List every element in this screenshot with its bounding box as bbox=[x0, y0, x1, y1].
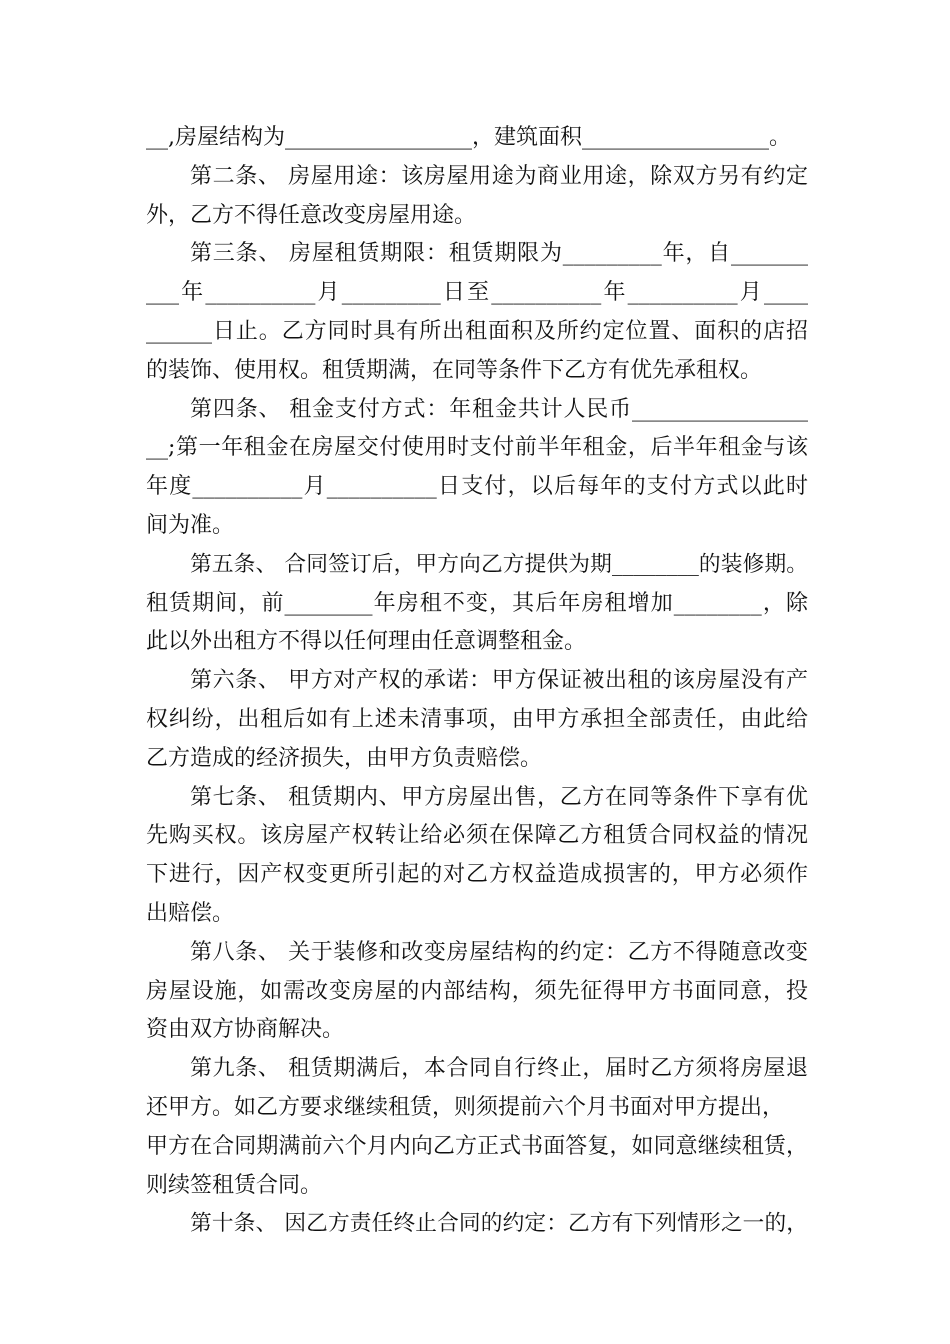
text-line: 外，乙方不得任意改变房屋用途。 bbox=[146, 202, 477, 228]
text-line: 下进行，因产权变更所引起的对乙方权益造成损害的，甲方必须作 bbox=[146, 862, 808, 888]
text-line: 间为准。 bbox=[146, 512, 235, 538]
clause-first-line: 第八条、 关于装修和改变房屋结构的约定：乙方不得随意改变 bbox=[190, 939, 808, 965]
clause-first-line: 第十条、 因乙方责任终止合同的约定：乙方有下列情形之一的， bbox=[190, 1211, 808, 1237]
clause-first-line: 第三条、 房屋租赁期限：租赁期限为_________年，自_______ bbox=[190, 241, 808, 267]
text-line: 甲方在合同期满前六个月内向乙方正式书面答复，如同意继续租赁， bbox=[146, 1133, 808, 1159]
text-line: 年度__________月__________日支付，以后每年的支付方式以此时 bbox=[146, 474, 808, 500]
text-line: 房屋设施，如需改变房屋的内部结构，须先征得甲方书面同意，投 bbox=[146, 978, 808, 1004]
clause-first-line: 第二条、 房屋用途：该房屋用途为商业用途，除双方另有约定 bbox=[190, 163, 808, 189]
text-line: 租赁期间，前________年房租不变，其后年房租增加________，除 bbox=[146, 590, 808, 616]
text-line: 则续签租赁合同。 bbox=[146, 1172, 323, 1198]
clause-first-line: 第九条、 租赁期满后，本合同自行终止，届时乙方须将房屋退 bbox=[190, 1056, 808, 1082]
text-line: 资由双方协商解决。 bbox=[146, 1017, 345, 1043]
clause-first-line: 第四条、 租金支付方式：年租金共计人民币________________ bbox=[190, 396, 808, 422]
text-line: __,房屋结构为_________________，建筑面积_________________。 bbox=[146, 125, 791, 150]
text-line: 出赔偿。 bbox=[146, 900, 235, 926]
text-line: ______日止。乙方同时具有所出租面积及所约定位置、面积的店招 bbox=[146, 318, 808, 344]
text-line: 还甲方。如乙方要求继续租赁，则须提前六个月书面对甲方提出， bbox=[146, 1094, 785, 1120]
text-line: 先购买权。该房屋产权转让给必须在保障乙方租赁合同权益的情况 bbox=[146, 823, 808, 849]
contract-body bbox=[146, 119, 808, 1244]
text-line: ___年__________月_________日至__________年__________月____ bbox=[146, 280, 808, 306]
text-line: 此以外出租方不得以任何理由任意调整租金。 bbox=[146, 629, 587, 655]
text-line: 的装饰、使用权。租赁期满，在同等条件下乙方有优先承租权。 bbox=[146, 357, 763, 383]
clause-first-line: 第七条、 租赁期内、甲方房屋出售，乙方在同等条件下享有优 bbox=[190, 784, 808, 810]
clause-first-line: 第六条、 甲方对产权的承诺：甲方保证被出租的该房屋没有产 bbox=[190, 668, 808, 694]
text-line: 乙方造成的经济损失，由甲方负责赔偿。 bbox=[146, 745, 543, 771]
text-line: __;第一年租金在房屋交付使用时支付前半年租金，后半年租金与该 bbox=[146, 435, 808, 461]
text-line: 权纠纷，出租后如有上述未清事项，由甲方承担全部责任，由此给 bbox=[146, 706, 808, 732]
clause-first-line: 第五条、 合同签订后，甲方向乙方提供为期________的装修期。 bbox=[190, 551, 808, 577]
